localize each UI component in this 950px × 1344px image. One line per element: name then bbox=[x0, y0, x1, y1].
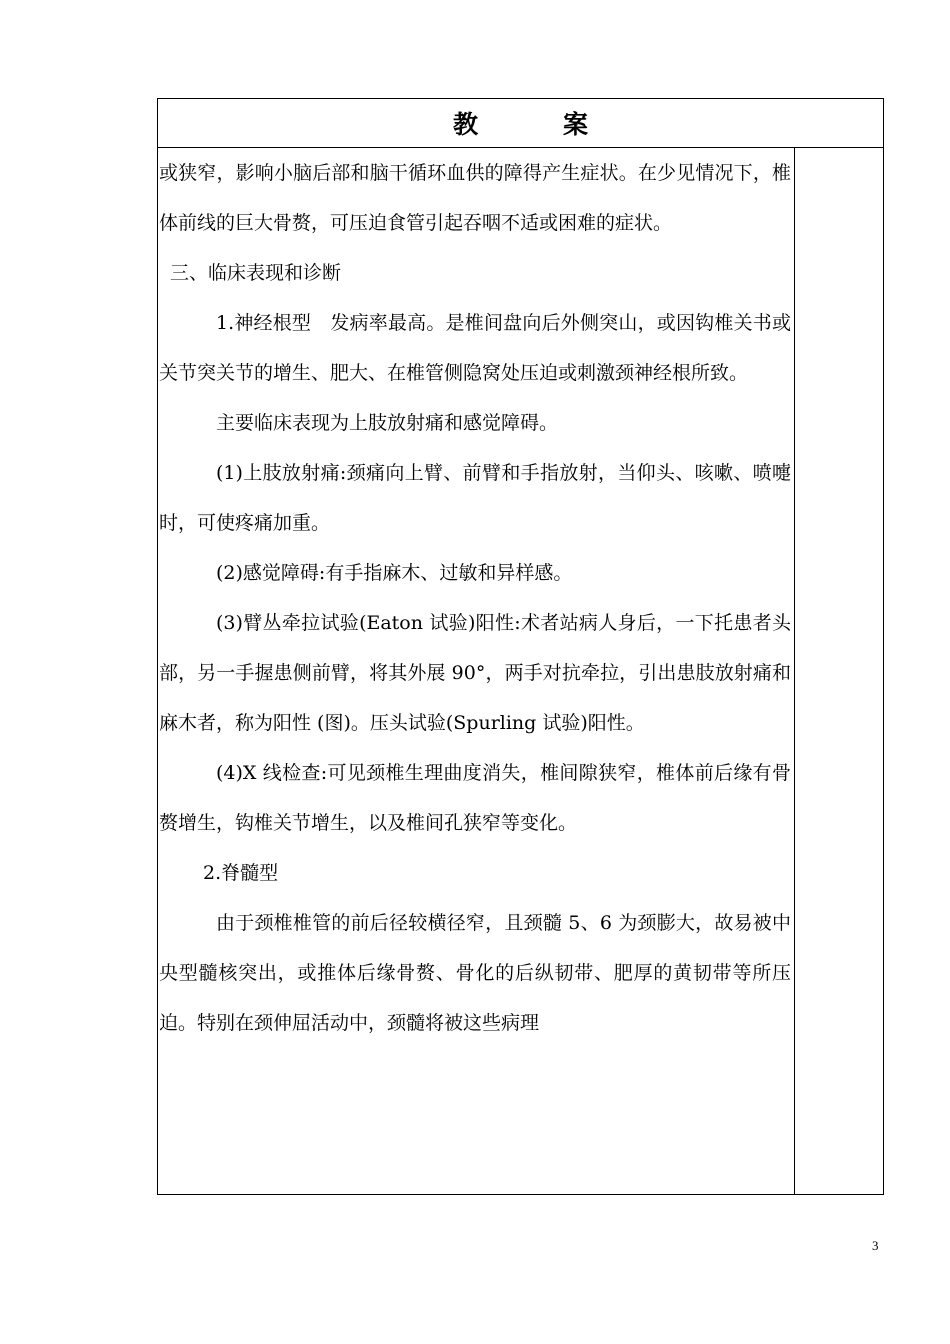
subsection-heading: 2.脊髓型 bbox=[203, 862, 279, 884]
title-char-1: 教 bbox=[452, 110, 478, 139]
content-cell bbox=[159, 148, 791, 1048]
page-number: 3 bbox=[872, 1238, 879, 1253]
lesson-plan-table bbox=[157, 98, 884, 1195]
column-divider bbox=[794, 148, 795, 1194]
paragraph-radiculopathy: 1.神经根型 发病率最高。是椎间盘向后外侧突山，或因钩椎关书或关节突关节的增生、肥大、在椎管侧隐窝处压迫或刺激颈神经根所致。 bbox=[159, 312, 791, 384]
paragraph-item-2: (2)感觉障碍:有手指麻木、过敏和异样感。 bbox=[216, 562, 573, 584]
title-char-2: 案 bbox=[563, 110, 589, 139]
paragraph-item-1: (1)上肢放射痛:颈痛向上臂、前臂和手指放射，当仰头、咳嗽、喷嚏时，可使疼痛加重。 bbox=[159, 462, 791, 534]
paragraph-myelopathy: 由于颈椎椎管的前后径较横径窄，且颈髓 5、6 为颈膨大，故易被中央型髓核突出，或推体后缘骨赘、骨化的后纵韧带、肥厚的黄韧带等所压迫。特别在颈伸屈活动中，颈髓将被这些病理 bbox=[159, 912, 791, 1034]
paragraph-item-4: (4)X 线检查:可见颈椎生理曲度消失，椎间隙狭窄，椎体前后缘有骨赘增生，钩椎关节增生，以及椎间孔狭窄等变化。 bbox=[159, 762, 791, 834]
page-title bbox=[453, 105, 588, 141]
paragraph-item-3: (3)臂丛牵拉试验(Eaton 试验)阳性:术者站病人身后，一下托患者头部，另一手握患侧前臂，将其外展 90°，两手对抗牵拉，引出患肢放射痛和麻木者，称为阳性 (图)。压头试验(Spurling 试验)阳性。 bbox=[159, 612, 791, 734]
title-cell bbox=[158, 99, 883, 148]
paragraph-main-symptoms: 主要临床表现为上肢放射痛和感觉障碍。 bbox=[216, 412, 559, 434]
section-heading: 三、临床表现和诊断 bbox=[170, 262, 342, 284]
paragraph-continuation: 或狭窄，影响小脑后部和脑干循环血供的障得产生症状。在少见情况下，椎体前线的巨大骨赘，可压迫食管引起吞咽不适或困难的症状。 bbox=[159, 162, 791, 234]
